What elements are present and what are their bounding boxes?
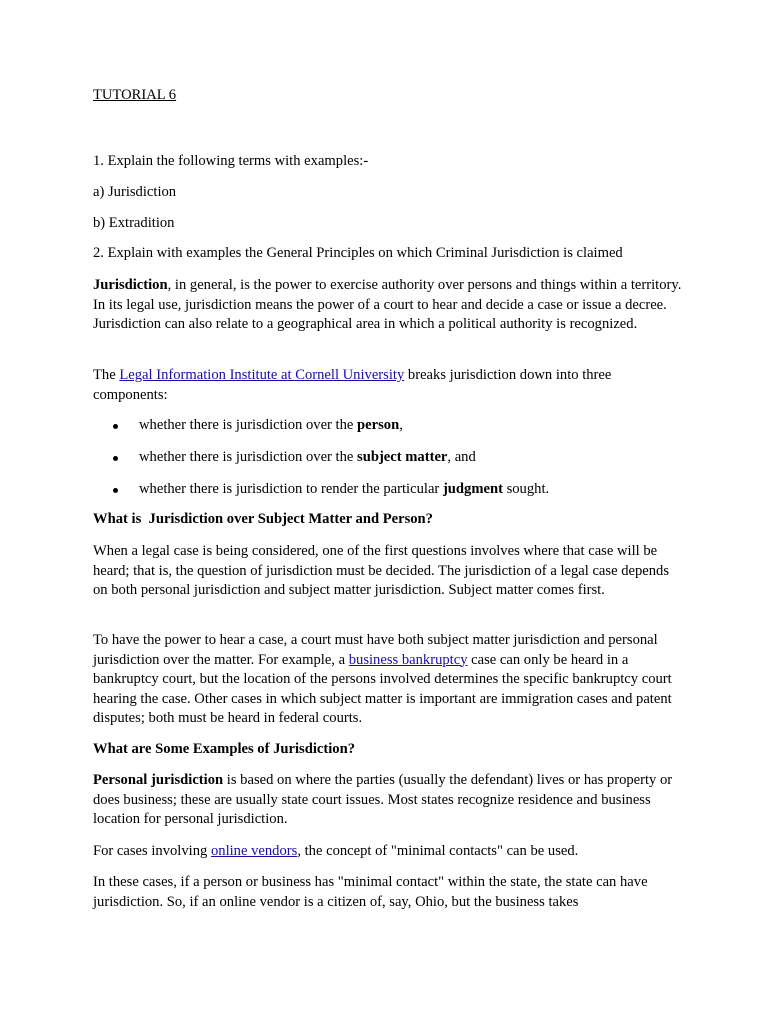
paragraph-jurisdiction-definition <box>93 276 683 335</box>
section-heading: What are Some Examples of Jurisdiction? <box>93 741 356 757</box>
list-item-text: whether there is jurisdiction to render the particular judgment sought. <box>139 481 550 497</box>
document-title: TUTORIAL 6 <box>93 87 177 103</box>
paragraph-minimal-contact: In these cases, if a person or business has "minimal contact" within the state, the state can have jurisdiction. So, if an online vendor is a citizen of, say, Ohio, but the business takes <box>93 874 648 910</box>
paragraph-personal-jurisdiction <box>93 771 683 830</box>
list-item-text: whether there is jurisdiction over the person, <box>139 417 403 433</box>
question-1b: b) Extradition <box>93 215 175 231</box>
bullet-icon <box>113 424 118 429</box>
paragraph-text: is based on where the parties (usually the defendant) lives or has property or does business; these are usually state court issues. Most states recognize residence and business location for personal jurisdiction. <box>93 772 673 827</box>
question-1a: a) Jurisdiction <box>93 184 177 200</box>
paragraph-text: To have the power to hear a case, a court must have both subject matter jurisdiction and personal jurisdiction over the matter. For example, a <box>93 632 658 668</box>
paragraph-text: case can only be heard in a bankruptcy court, but the location of the persons involved determines the specific bankruptcy court hearing the case. Other cases in which subject matter is important are immigration cases and patent disputes; both must be heard in federal courts. <box>93 651 672 726</box>
paragraph-text: For cases involving <box>93 843 211 859</box>
bullet-icon <box>113 488 118 493</box>
paragraph-court-power <box>93 631 683 729</box>
paragraph-text: The <box>93 367 120 383</box>
list-item-text: whether there is jurisdiction over the subject matter, and <box>139 449 476 465</box>
paragraph-online-vendors <box>93 842 683 862</box>
term-jurisdiction: Jurisdiction <box>93 277 168 293</box>
cornell-lii-link[interactable]: Legal Information Institute at Cornell University <box>119 367 405 383</box>
term-personal-jurisdiction: Personal jurisdiction <box>93 772 224 788</box>
paragraph-cornell <box>93 366 683 405</box>
section-heading: What is Jurisdiction over Subject Matter and Person? <box>93 511 433 527</box>
paragraph-text: breaks jurisdiction down into three components: <box>93 367 612 403</box>
paragraph-text: , the concept of "minimal contacts" can be used. <box>297 843 579 859</box>
question-1: 1. Explain the following terms with examples:- <box>93 153 369 169</box>
paragraph-text: , in general, is the power to exercise authority over persons and things within a territory. In its legal use, jurisdiction means the power of a court to hear and decide a case or issue a decree. Jurisdiction can also relate to a geographical area in which a political authority is recognized. <box>93 277 682 332</box>
online-vendors-link[interactable]: online vendors <box>210 843 298 859</box>
paragraph-subject-matter: When a legal case is being considered, one of the first questions involves where that case will be heard; that is, the question of jurisdiction must be decided. The jurisdiction of a legal case depends on both personal jurisdiction and subject matter jurisdiction. Subject matter comes first. <box>93 543 670 598</box>
bullet-icon <box>113 456 118 461</box>
question-2: 2. Explain with examples the General Principles on which Criminal Jurisdiction is claimed <box>93 245 623 261</box>
business-bankruptcy-link[interactable]: business bankruptcy <box>348 651 468 668</box>
